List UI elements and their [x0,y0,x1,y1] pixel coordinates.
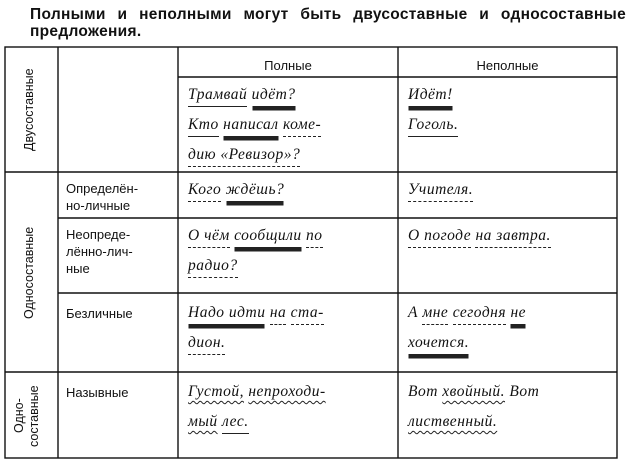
example-line [408,407,613,437]
column-header-incomplete: Неполные [476,58,539,73]
object-word: мне [422,305,448,325]
group-label-line-1: Одно- [12,398,26,434]
example-line [188,140,393,170]
predicate-word: Идёт! [408,87,453,106]
adverbial-word: на завтра. [475,228,550,248]
object-word: Учителя. [408,182,473,202]
object-word: коме- [283,117,321,137]
object-word: дию «Ревизор»? [188,147,300,167]
subject-word: Трамвай [188,87,247,107]
object-word: О погоде [408,228,471,248]
example-line [408,298,613,328]
predicate-word: ждёшь? [226,182,285,201]
adverbial-word: по [306,228,323,248]
example-two-part-full [188,80,393,170]
predicate-word: не [510,305,526,324]
page-heading: Полными и неполными могут быть двусоставные и односоставные предложения. [30,6,626,40]
particle-word: Вот [509,383,540,400]
adverbial-word: дион. [188,335,225,355]
attribute-word: непроходи- [248,383,326,400]
example-line [188,110,393,140]
example-definite-full [188,175,393,205]
attribute-word: хвойный. [442,383,506,400]
row-label-impersonal: Безличные [66,306,133,321]
example-line [408,221,613,251]
predicate-word: идёт? [252,87,296,106]
particle-word: Вот [408,383,438,400]
predicate-word: написал [223,117,278,136]
row-label-indefinite [66,226,133,277]
example-indefinite-full [188,221,393,281]
column-header-full: Полные [264,58,312,73]
attribute-word: Густой, [188,383,244,400]
row-label-line: лённо-лич- [66,244,133,259]
subject-word: Гоголь. [408,117,458,137]
example-line [408,80,613,110]
predicate-word: хочется. [408,335,469,354]
row-label-nominative: Назывные [66,385,129,400]
example-line [188,80,393,110]
example-two-part-incomplete [408,80,613,140]
row-label-line: Определён- [66,181,139,196]
row-label-line: ные [66,261,90,276]
example-impersonal-full [188,298,393,358]
example-nominative-incomplete [408,377,613,437]
example-line [408,328,613,358]
main-member-word: лес. [222,414,249,434]
adverbial-word: радио? [188,258,238,278]
example-impersonal-incomplete [408,298,613,358]
example-line [188,251,393,281]
subject-word: Кто [188,117,219,137]
example-line [188,377,393,407]
object-word: О чём [188,228,230,248]
example-line [188,328,393,358]
predicate-word: Надо идти [188,305,265,324]
group-label-two-part: Двусоставные [22,68,36,152]
example-indefinite-incomplete [408,221,613,251]
example-definite-incomplete [408,175,613,205]
conjunction-word: А [408,304,418,321]
example-line [408,110,613,140]
group-label-line-2: составные [27,385,41,447]
attribute-word: мый [188,413,218,430]
adverbial-word: на [270,305,286,325]
example-line [188,221,393,251]
adverbial-word: ста- [291,305,324,325]
group-label-one-part: Односоставные [22,226,36,319]
attribute-word: лиственный. [408,413,498,430]
row-label-definite [66,180,138,214]
row-label-line: Неопреде- [66,227,131,242]
adverbial-word: сегодня [453,305,506,325]
example-nominative-full [188,377,393,437]
example-line [188,298,393,328]
example-line [188,407,393,437]
example-line [408,377,613,407]
example-line [188,175,393,205]
object-word: Кого [188,182,221,202]
group-label-one-part-short [12,378,48,454]
predicate-word: сообщили [234,228,302,247]
example-line [408,175,613,205]
row-label-line: но-личные [66,198,131,213]
